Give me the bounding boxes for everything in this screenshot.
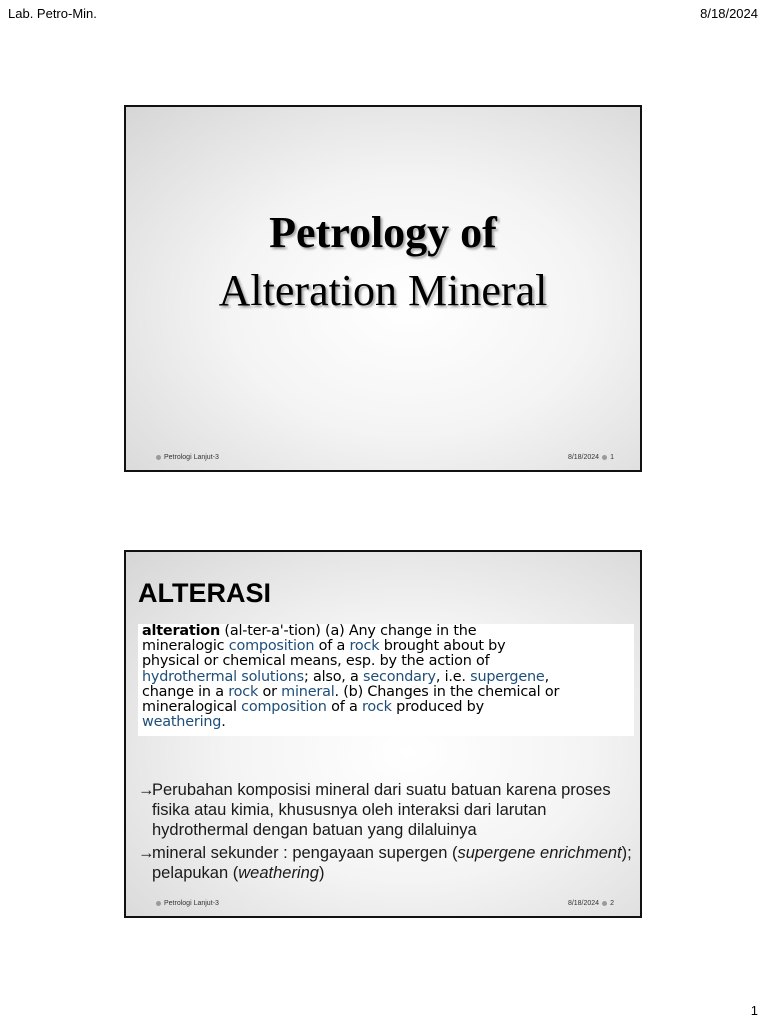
bullet-text: ) <box>318 864 325 882</box>
slide-footer-date: 8/18/2024 <box>567 454 600 461</box>
definition-text: of a <box>326 699 362 716</box>
page-header-left: Lab. Petro-Min. <box>8 6 97 21</box>
slide-footer-course: Petrologi Lanjut-3 <box>164 900 219 907</box>
bullet-dot-icon <box>156 455 161 460</box>
bullet-dot-icon <box>602 455 607 460</box>
definition-line <box>142 715 630 730</box>
slide-footer-right <box>568 900 614 907</box>
definition-text: mineralogical <box>142 699 242 716</box>
definition-link[interactable]: rock <box>228 683 259 700</box>
slide-footer-left <box>156 454 219 461</box>
bullet-dot-icon <box>602 901 607 906</box>
definition-text: of a <box>314 638 350 655</box>
definition-text: . <box>221 714 226 731</box>
bullet-point-text: Perubahan komposisi mineral dari suatu batuan karena proses fisika atau kimia, khususnya oleh interaksi dari larutan hydrothermal dengan batuan yang dilaluinya <box>152 781 611 839</box>
definition-text: ; also, a <box>303 668 364 685</box>
slide-heading: ALTERASI <box>138 578 271 608</box>
definition-box <box>138 624 634 736</box>
arrow-right-icon: → <box>138 781 155 799</box>
definition-text: , i.e. <box>435 668 471 685</box>
bullet-point-text <box>152 843 632 883</box>
slide-footer-right <box>568 454 614 461</box>
slide-1 <box>124 105 642 472</box>
bullet-points <box>138 780 632 886</box>
definition-text: physical or chemical means, esp. by the action of <box>142 653 490 670</box>
bullet-dot-icon <box>156 901 161 906</box>
definition-link[interactable]: composition <box>241 699 327 716</box>
definition-line <box>142 654 630 669</box>
slide-footer-left <box>156 900 219 907</box>
definition-link[interactable]: hydrothermal solutions <box>142 668 304 685</box>
definition-text: produced by <box>391 699 484 716</box>
bullet-text-italic: weathering <box>238 864 319 882</box>
definition-link[interactable]: rock <box>361 699 392 716</box>
page-header-date: 8/18/2024 <box>700 6 758 21</box>
slide-footer-number: 2 <box>610 900 614 907</box>
definition-text: mineralogic <box>142 638 229 655</box>
page-number: 1 <box>750 1003 758 1018</box>
definition-line <box>142 685 630 700</box>
arrow-right-icon: → <box>138 844 155 862</box>
definition-link[interactable]: composition <box>228 638 315 655</box>
definition-line <box>142 670 630 685</box>
definition-line <box>142 639 630 654</box>
definition-text: (al-ter-a'-tion) (a) Any change in the <box>220 623 477 639</box>
definition-term: alteration <box>142 623 221 639</box>
definition-text: change in a <box>142 683 229 700</box>
slide-title-line1: Petrology of <box>269 208 497 257</box>
bullet-point <box>138 780 632 840</box>
definition-line <box>142 700 630 715</box>
bullet-text: ); pelapukan ( <box>152 844 632 882</box>
definition-link[interactable]: weathering <box>142 714 222 731</box>
definition-link[interactable]: mineral <box>281 683 335 700</box>
bullet-text: mineral sekunder : pengayaan supergen ( <box>152 844 458 862</box>
bullet-text-italic: supergene enrichment <box>457 844 622 862</box>
definition-line <box>142 624 630 639</box>
definition-text: or <box>258 683 282 700</box>
definition-link[interactable]: secondary <box>363 668 436 685</box>
slide-title-line2: Alteration Mineral <box>218 266 548 315</box>
definition-text: , <box>544 668 549 685</box>
definition-text: . (b) Changes in the chemical or <box>334 683 560 700</box>
bullet-point <box>138 843 632 883</box>
slide-2 <box>124 550 642 918</box>
definition-link[interactable]: supergene <box>470 668 545 685</box>
definition-text: brought about by <box>379 638 506 655</box>
slide-footer-date: 8/18/2024 <box>567 900 600 907</box>
definition-link[interactable]: rock <box>349 638 380 655</box>
slide-footer-course: Petrologi Lanjut-3 <box>164 454 219 461</box>
slide-footer-number: 1 <box>610 454 614 461</box>
